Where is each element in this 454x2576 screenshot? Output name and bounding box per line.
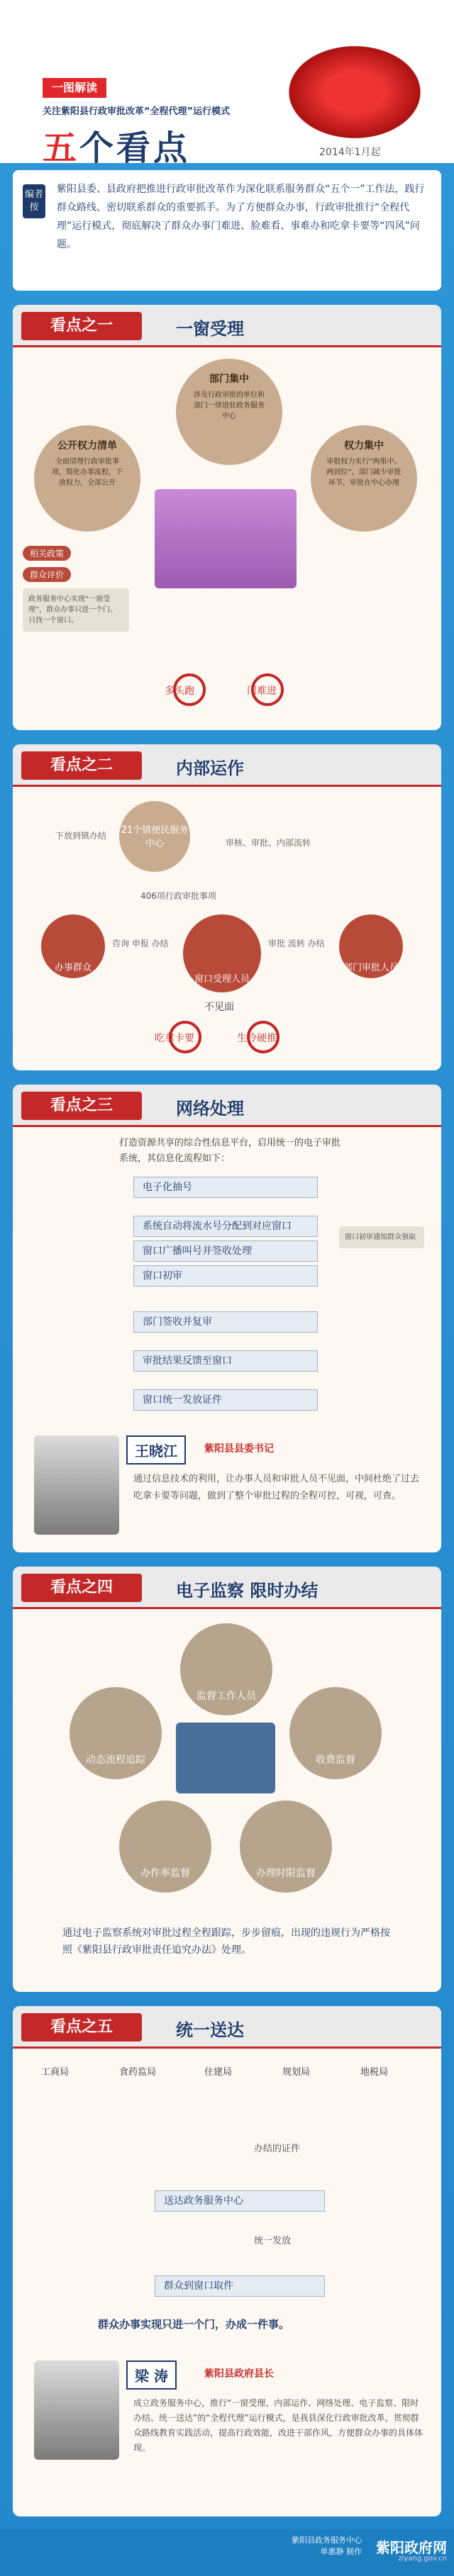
circle-mid-title: 部门集中 xyxy=(209,374,249,385)
section-3 xyxy=(13,1085,441,1552)
step-1: 电子化抽号 xyxy=(133,1177,318,1198)
circle-power-list xyxy=(34,425,140,532)
label-approve: 审批 流转 办结 xyxy=(268,939,325,948)
circle-dept-centralize xyxy=(176,359,282,465)
label-internal-flow: 审核、审批、内部流转 xyxy=(226,838,311,848)
section-3-tab: 看点之三 xyxy=(21,1092,142,1120)
label-town-delegate: 下放到镇办结 xyxy=(55,831,107,841)
section-2-title: 内部运作 xyxy=(176,758,244,778)
footer-brand[interactable]: 紫阳政府网 xyxy=(376,2539,447,2556)
dept-1: 工商局 xyxy=(41,2067,70,2078)
service-center-building-icon xyxy=(155,489,297,588)
policy-note: 政务服务中心实现“一窗受理”，群众办事只进一个门、只找一个窗口。 xyxy=(23,588,129,632)
circle-fee-supervise: 收费监督 xyxy=(289,1687,382,1779)
section-1-title: 一窗受理 xyxy=(176,319,244,339)
label-no-meet: 不见面 xyxy=(204,1002,234,1013)
section-1-tab: 看点之一 xyxy=(21,312,142,340)
footer-credit-2: 单惠静 制作 xyxy=(320,2547,362,2556)
step-6: 审批结果反馈至窗口 xyxy=(133,1350,318,1372)
footer-url[interactable]: ziyang.gov.cn xyxy=(398,2555,447,2563)
section-1-head xyxy=(13,305,441,347)
circle-left-desc: 全面清理行政审批事项，简化办事流程，下放权力，全部公开 xyxy=(52,458,123,487)
label-consult: 咨询 申报 办结 xyxy=(112,939,169,948)
header-date: 2014年1月起 xyxy=(319,147,381,158)
footer-credit-1: 紫阳县政务服务中心 xyxy=(292,2536,362,2545)
section-5-head xyxy=(13,2006,441,2049)
step-3: 窗口广播叫号并签收处理 xyxy=(133,1241,318,1262)
section-3-intro: 打造资源共享的综合性信息平台，启用统一的电子审批系统，其信息化流程如下： xyxy=(119,1138,341,1164)
node-dept-staff: 部门审批人员 xyxy=(339,914,403,978)
step-7: 窗口统一发放证件 xyxy=(133,1389,318,1411)
role-wang: 紫阳县县委书记 xyxy=(204,1443,274,1455)
dept-4: 规划局 xyxy=(282,2067,311,2078)
intro-panel xyxy=(13,170,441,291)
side-note: 窗口初审通知群众领取 xyxy=(339,1226,424,1248)
section-5-highlight: 群众办事实现只进一个门，办成一件事。 xyxy=(98,2318,290,2331)
node-town-centers: 21个镇便民服务中心 xyxy=(119,801,190,872)
quote-liang: 成立政务服务中心，推行“一窗受理、内部运作、网络处理、电子监察、限时办结、统一送达”的“全程代理”运行模式，是我县深化行政审批改革，贯彻群众路线教育实践活动，提高行政效能，改进干部作风，方便群众办事的具体体现。 xyxy=(133,2398,423,2453)
name-wang: 王晓江 xyxy=(126,1435,186,1465)
quote-wang: 通过信息技术的利用，让办事人员和审批人员不见面，中间杜绝了过去吃拿卡要等问题，做到了整个审批过程的全程可控，可视，可查。 xyxy=(133,1474,420,1501)
section-5-title: 统一送达 xyxy=(176,2020,244,2040)
step-4: 窗口初审 xyxy=(133,1265,318,1287)
section-4-text: 通过电子监察系统对审批过程全程跟踪，步步留痕，出现的违规行为严格按照《紫阳县行政审批责任追究办法》处理。 xyxy=(62,1927,390,1956)
dept-2: 食药监局 xyxy=(119,2067,157,2078)
title-red: 五 xyxy=(43,128,80,168)
intro-text: 紫阳县委、县政府把推进行政审批改革作为深化联系服务群众“五个一”工作法，践行群众路线、密切联系群众的重要抓手。为了方便群众办事，行政审批推行“全程代理”运行模式，彻底解决了群众办事门难进、脸难看、事难办和吃拿卡要等“四风”问题。 xyxy=(57,184,425,250)
node-citizens: 办事群众 xyxy=(41,914,105,978)
header xyxy=(0,0,454,168)
circle-power-centralize xyxy=(311,425,417,532)
header-title xyxy=(43,121,190,169)
intro-badge: 编者按 xyxy=(23,184,45,218)
flow-3: 统一发放 xyxy=(254,2236,292,2246)
section-4-tab: 看点之四 xyxy=(21,1574,142,1602)
circle-flow-track: 动态流程追踪 xyxy=(70,1687,162,1779)
circle-left-title: 公开权力清单 xyxy=(57,440,117,452)
section-2 xyxy=(13,744,441,1070)
circle-supervise-staff: 监督工作人员 xyxy=(180,1623,272,1715)
header-tag: 一图解读 xyxy=(43,78,106,98)
section-4 xyxy=(13,1567,441,1992)
section-2-head xyxy=(13,744,441,787)
circle-time-supervise: 办理时限监督 xyxy=(240,1801,332,1893)
section-4-title: 电子监察 限时办结 xyxy=(176,1581,319,1601)
label-406: 406项行政审批事项 xyxy=(140,891,216,901)
footer xyxy=(0,2529,454,2576)
section-4-head xyxy=(13,1567,441,1609)
lantern-logo-icon xyxy=(284,43,426,142)
section-5 xyxy=(13,2006,441,2516)
role-liang: 紫阳县政府县长 xyxy=(204,2368,274,2380)
notes-head: 相关政策 xyxy=(23,546,71,561)
name-liang: 梁 涛 xyxy=(126,2361,177,2390)
flow-1: 办结的证件 xyxy=(254,2144,301,2154)
section-1 xyxy=(13,305,441,730)
step-5: 部门签收并复审 xyxy=(133,1311,318,1333)
section-3-title: 网络处理 xyxy=(176,1099,244,1119)
dept-5: 地税局 xyxy=(360,2067,389,2078)
footer-credits xyxy=(292,2535,362,2558)
flow-2: 送达政务服务中心 xyxy=(155,2190,325,2212)
notes-sub: 群众评价 xyxy=(23,567,71,582)
circle-right-title: 权力集中 xyxy=(344,440,384,452)
node-window-staff: 窗口受理人员 xyxy=(183,914,261,992)
circle-right-desc: 审批权力实行“两集中、两到位”，部门减少审批环节，审批在中心办理 xyxy=(326,458,402,487)
forbid-label-4: 生冷硬推 xyxy=(237,1033,277,1044)
section-2-tab: 看点之二 xyxy=(21,751,142,780)
forbid-label-1: 多头跑 xyxy=(165,685,194,697)
header-subtitle: 关注紫阳县行政审批改革“全程代理”运行模式 xyxy=(43,106,231,117)
forbid-label-3: 吃拿卡要 xyxy=(155,1033,194,1044)
circle-rate-supervise: 办件率监督 xyxy=(119,1801,211,1893)
flow-4: 群众到窗口取件 xyxy=(155,2275,325,2297)
portrait-wang xyxy=(34,1435,119,1535)
forbid-label-2: 门难进 xyxy=(247,685,277,697)
title-navy: 个看点 xyxy=(79,128,191,168)
section-5-tab: 看点之五 xyxy=(21,2013,142,2042)
monitor-screen-icon xyxy=(176,1723,275,1793)
circle-mid-desc: 涉及行政审批的单位和部门一律进驻政务服务中心 xyxy=(194,391,265,420)
portrait-liang xyxy=(34,2361,119,2460)
section-3-head xyxy=(13,1085,441,1127)
dept-3: 住建局 xyxy=(204,2067,233,2078)
step-2: 系统自动将流水号分配到对应窗口 xyxy=(133,1216,318,1237)
